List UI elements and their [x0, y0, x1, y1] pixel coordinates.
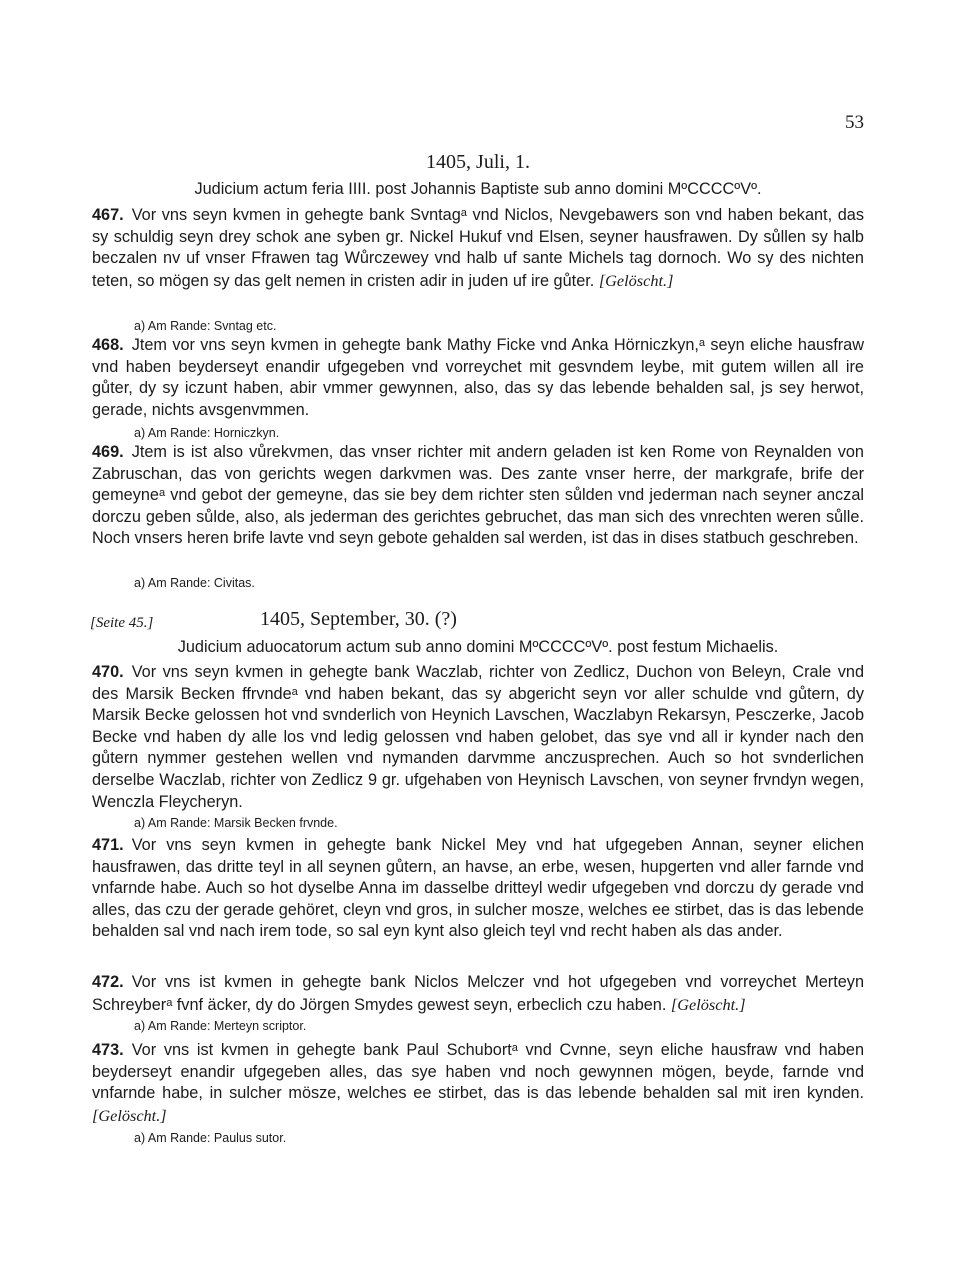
entry-467	[92, 205, 864, 292]
entry-number: 469.	[92, 443, 124, 461]
entry-471	[92, 835, 864, 943]
footnote-468: a) Am Rande: Horniczkyn.	[134, 426, 280, 440]
entry-472	[92, 972, 864, 1016]
entry-text: Jtem vor vns seyn kvmen in gehegte bank Mathy Ficke vnd Anka Hörniczkyn,ᵃ seyn eliche hausfraw vnd haben beyderseyt enandir ufgegeben vnd vorreychet mit gesvndem leybe, mit gutem willen all ire gůter, dy sy iczunt haben, abir vmmer gewynnen, also, das sy das lebende behalden sal, js sey herwot, gerade, nichts avsgenvmmen.	[92, 336, 864, 419]
footnote-472: a) Am Rande: Merteyn scriptor.	[134, 1019, 307, 1033]
page-number: 53	[845, 112, 864, 133]
document-page	[92, 0, 864, 1273]
footnote-470: a) Am Rande: Marsik Becken frvnde.	[134, 816, 338, 830]
entry-text: Vor vns seyn kvmen in gehegte bank Nickel Mey vnd hat ufgegeben Annan, seyner elichen hausfrawen, das dritte teyl in all seynen gůtern, an havse, an erbe, wesen, hupgerten vnd aller farnde vnd vnfarnde habe. Auch so hot dyselbe Anna im dasselbe dritteyl wedir ufgegeben vnd dorczu dy gerade vnd alles, das czu der gerade gehöret, cleyn vnd gros, in sulcher mosze, welches ee stirbet, das is das lebende behalden sal vnd nach irem tode, so sal eyn kynt also gleich teyl vnd recht haben als das ander.	[92, 836, 864, 941]
entry-number: 471.	[92, 836, 124, 854]
entry-473	[92, 1040, 864, 1127]
deletion-mark: [Gelöscht.]	[670, 994, 746, 1014]
entry-number: 473.	[92, 1041, 124, 1059]
section-heading-1: 1405, Juli, 1.	[426, 151, 530, 173]
deletion-mark: [Gelöscht.]	[598, 270, 674, 290]
entry-470	[92, 662, 864, 813]
entry-number: 467.	[92, 206, 124, 224]
section-subheading-2: Judicium aduocatorum actum sub anno domini MºCCCCºVº. post festum Michaelis.	[177, 638, 779, 656]
deletion-mark: [Gelöscht.]	[92, 1105, 167, 1125]
footnote-467: a) Am Rande: Svntag etc.	[134, 319, 277, 333]
section-subheading-1: Judicium actum feria IIII. post Johannis Baptiste sub anno domini MºCCCCºVº.	[194, 180, 762, 198]
entry-text: Jtem is ist also vůrekvmen, das vnser richter mit andern geladen ist ken Rome von Reynalden von Zabruschan, das von gerichts wegen darkvmen was. Des zante vnser herre, der markgrafe, brife der gemeyneᵃ vnd gebot der gemeyne, das sie bey dem richter sten sůlden vnd jederman nach seyner anczal dorczu geben sůlde, also, als jederman des gerichtes gebruchet, das man sich des vnrechten weren sůlle. Noch vnsers heren brife lavte vnd seyn gebote gehalden sal werden, ist das in dises statbuch geschreben.	[92, 443, 864, 548]
entry-number: 470.	[92, 663, 124, 681]
entry-text: Vor vns seyn kvmen in gehegte bank Waczlab, richter von Zedlicz, Duchon von Beleyn, Crale vnd des Marsik Becken ffrvndeᵃ vnd haben bekant, das sy abgericht seyn vor aller schulde vnd gůtern, dy Marsik Becke gelossen hot vnd svnderlich von Heynich Lavschen, Waczlabyn Rekarsyn, Pesczerke, Jacob Becke vnd haben dy alle los vnd ledig gelossen vnd haben gelobet, das sye vnd all ir kynder nach den gůtern nymmer gestehen wellen vnd nymanden darvmme anczusprechen. Auch so hot svnderlichen derselbe Waczlab, richter von Zedlicz 9 gr. ufgehaben von Heynisch Lavschen, von seyner frvndyn wegen, Wenczla Fleycheryn.	[92, 663, 864, 811]
footnote-469: a) Am Rande: Civitas.	[134, 576, 255, 590]
entry-469	[92, 442, 864, 550]
entry-text: Vor vns ist kvmen in gehegte bank Niclos Melczer vnd hot ufgegeben vnd vorreychet Merteyn Schreyberᵃ fvnf äcker, dy do Jörgen Smydes gewest seyn, erbeclich czu haben.	[92, 973, 864, 1014]
entry-468	[92, 335, 864, 421]
entry-number: 472.	[92, 973, 124, 991]
page-reference-margin: [Seite 45.]	[90, 615, 154, 631]
entry-text: Vor vns seyn kvmen in gehegte bank Svntagᵃ vnd Niclos, Nevgebawers son vnd haben bekant, das sy schuldig seyn drey schok ane syben gr. Nickel Hukuf vnd Elsen, seyner hausfrawen. Dy sůllen sy halb beczalen nv uf vnser Ffrawen tag Wůrczewey vnd halb uf sante Michels tag dornoch. Wo sy des nichten teten, so mögen sy das gelt nemen in cristen adir in juden uf ire gůter.	[92, 206, 864, 290]
entry-number: 468.	[92, 336, 124, 354]
footnote-473: a) Am Rande: Paulus sutor.	[134, 1131, 287, 1145]
section-heading-2: 1405, September, 30. (?)	[260, 608, 457, 630]
entry-text: Vor vns ist kvmen in gehegte bank Paul Schubortᵃ vnd Cvnne, seyn eliche hausfraw vnd haben beyderseyt enandir ufgegeben alles, das sye haben vnd noch gewynnen mögen, beyde, farnde vnd vnfarnde habe, in sulcher mösze, welches ee stirbet, das is das lebende behalden sal mit iren kynden.	[92, 1041, 864, 1103]
